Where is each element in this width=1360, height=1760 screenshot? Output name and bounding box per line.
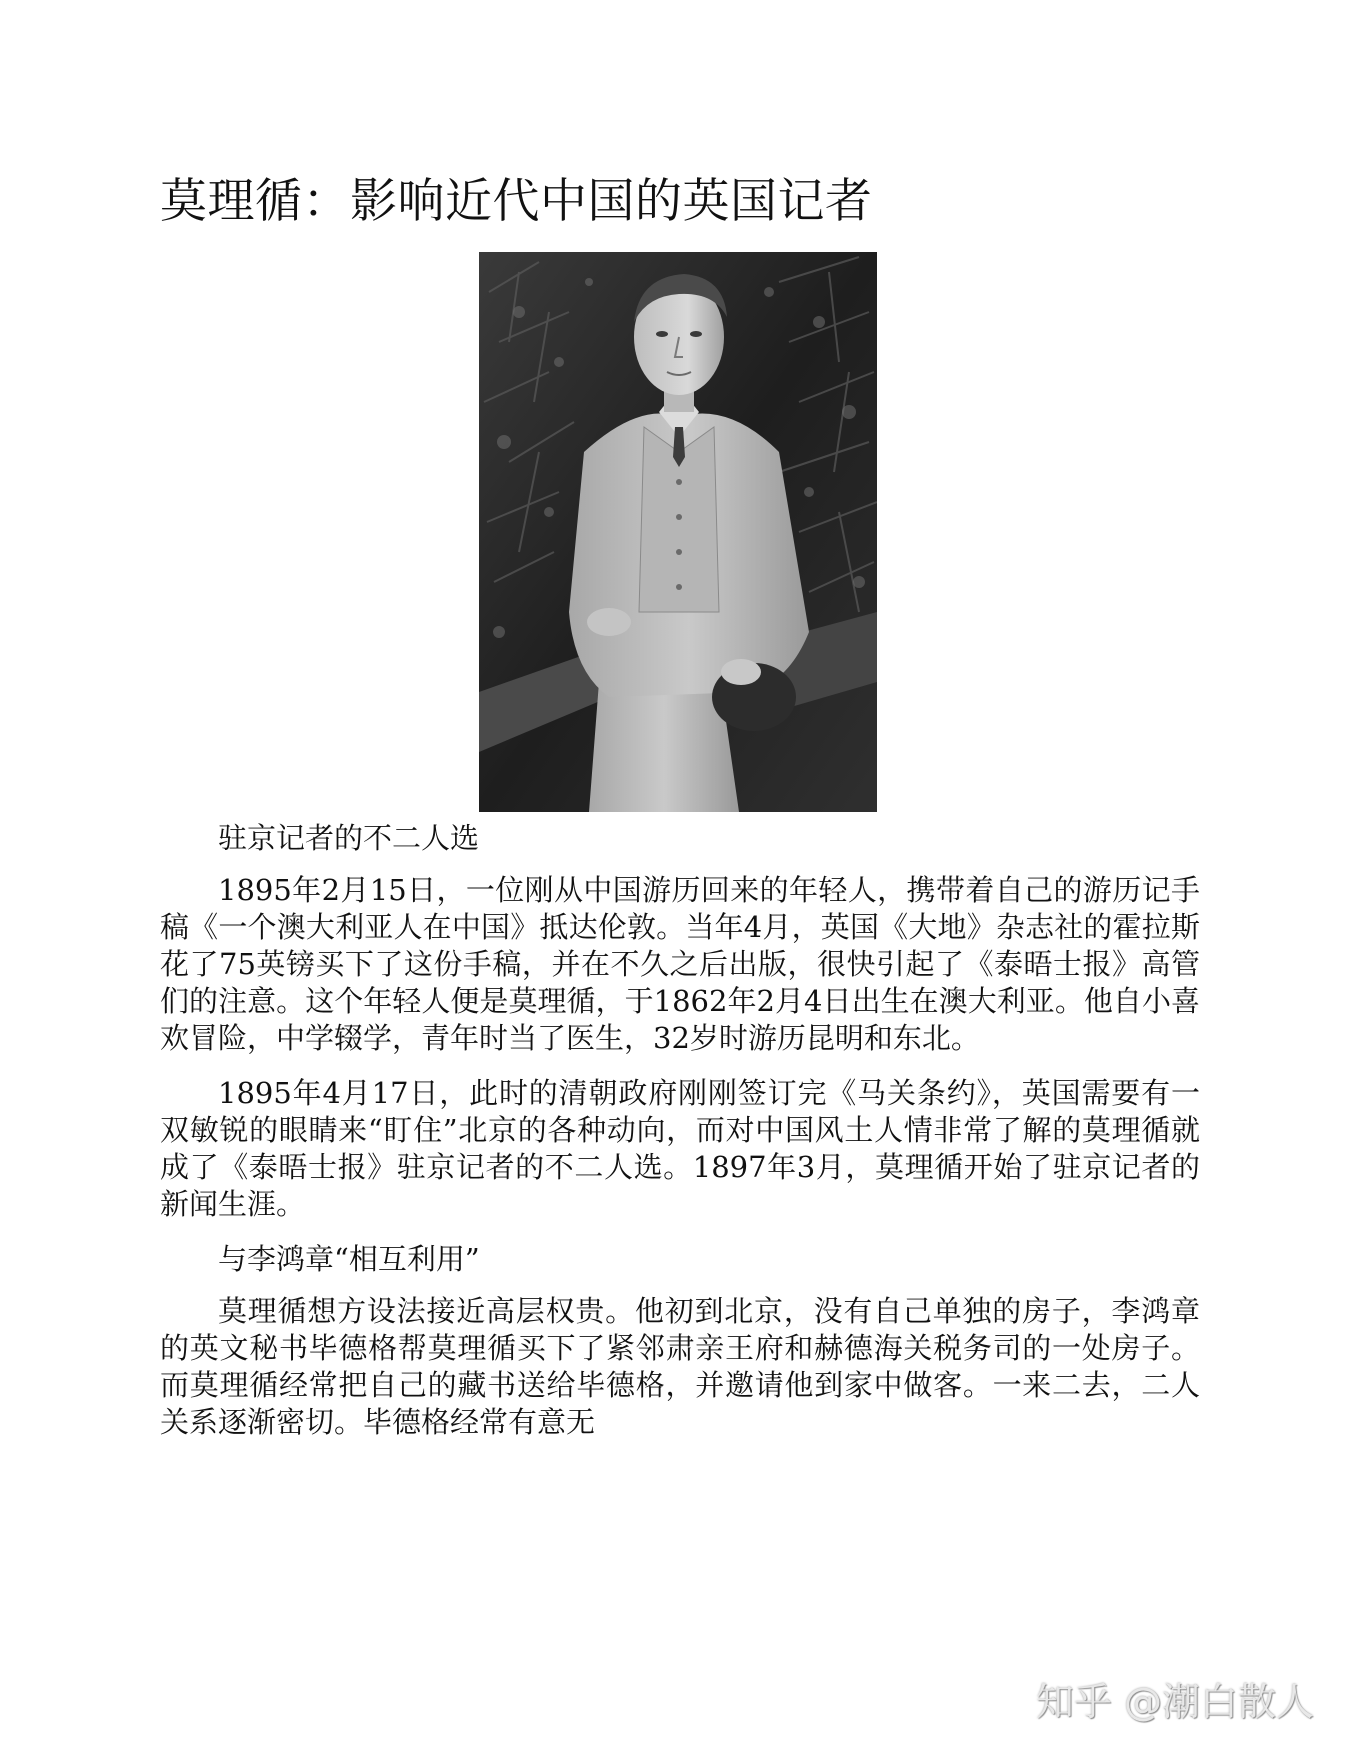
section-heading: 与李鸿章“相互利用” <box>218 1242 480 1276</box>
portrait-photo <box>479 252 877 812</box>
paragraph: 莫理循想方设法接近高层权贵。他初到北京，没有自己单独的房子，李鸿章的英文秘书毕德格帮莫理循买下了紧邻肃亲王府和赫德海关税务司的一处房子。而莫理循经常把自己的藏书送给毕德格，并邀请他到家中做客。一来二去，二人关系逐渐密切。毕德格经常有意无 <box>160 1294 1200 1439</box>
paragraph: 1895年4月17日，此时的清朝政府刚刚签订完《马关条约》，英国需要有一双敏锐的眼睛来“盯住”北京的各种动向，而对中国风土人情非常了解的莫理循就成了《泰晤士报》驻京记者的不二人选。1897年3月，莫理循开始了驻京记者的新闻生涯。 <box>160 1076 1200 1221</box>
article-body <box>160 820 1200 1459</box>
paragraph: 1895年2月15日，一位刚从中国游历回来的年轻人，携带着自己的游历记手稿《一个澳大利亚人在中国》抵达伦敦。当年4月，英国《大地》杂志社的霍拉斯花了75英镑买下了这份手稿，并在不久之后出版，很快引起了《泰晤士报》高管们的注意。这个年轻人便是莫理循，于1862年2月4日出生在澳大利亚。他自小喜欢冒险，中学辍学，青年时当了医生，32岁时游历昆明和东北。 <box>160 873 1200 1055</box>
zhihu-watermark: 知乎 @潮白散人 <box>1035 1680 1314 1724</box>
section-heading: 驻京记者的不二人选 <box>218 821 480 855</box>
article-title: 莫理循：影响近代中国的英国记者 <box>160 174 873 229</box>
portrait-illustration <box>479 252 877 812</box>
